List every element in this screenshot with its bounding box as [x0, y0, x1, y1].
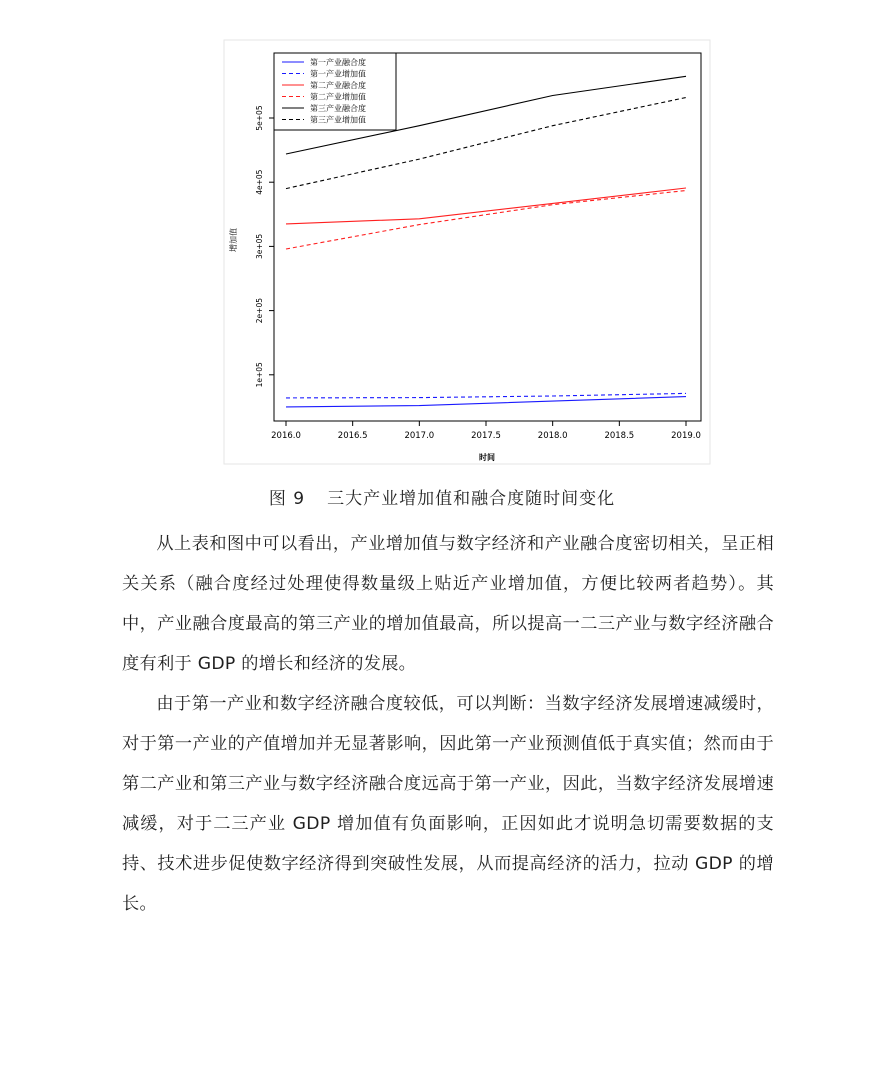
legend-label: 第一产业融合度	[310, 58, 366, 67]
paragraph-1: 从上表和图中可以看出，产业增加值与数字经济和产业融合度密切相关，呈正相关关系（融合度经过处理使得数量级上贴近产业增加值，方便比较两者趋势）。其中，产业融合度最高的第三产业的增加值最高，所以提高一二三产业与数字经济融合度有利于 GDP 的增长和经济的发展。	[122, 534, 774, 674]
line-chart	[224, 40, 710, 464]
legend-label: 第二产业融合度	[310, 81, 366, 90]
x-tick-label: 2018.5	[604, 431, 635, 441]
legend-label: 第二产业增加值	[310, 92, 366, 102]
y-tick-label: 5e+05	[255, 105, 264, 131]
paragraph-2: 由于第一产业和数字经济融合度较低，可以判断：当数字经济发展增速减缓时，对于第一产业的产值增加并无显著影响，因此第一产业预测值低于真实值；然而由于第二产业和第三产业与数字经济融合度远高于第一产业，因此，当数字经济发展增速减缓，对于二三产业 GDP 增加值有负面影响，正因如此才说明急切需要数据的支持、技术进步促使数字经济得到突破性发展，从而提高经济的活力，拉动 GDP 的增长。	[122, 694, 774, 914]
x-tick-label: 2018.0	[537, 431, 568, 441]
legend-label: 第三产业增加值	[310, 115, 366, 125]
figure	[224, 40, 710, 464]
x-tick-label: 2019.0	[671, 431, 701, 441]
y-tick-label: 1e+05	[255, 362, 264, 388]
y-tick-label: 4e+05	[255, 169, 264, 195]
x-tick-label: 2016.0	[271, 431, 301, 441]
figure-number: 图 9	[268, 489, 306, 509]
body-text	[122, 524, 774, 924]
figure-caption	[0, 484, 876, 509]
figure-title: 三大产业增加值和融合度随时间变化	[327, 489, 616, 509]
legend-label: 第三产业融合度	[310, 104, 366, 113]
y-tick-label: 2e+05	[255, 297, 264, 324]
x-tick-label: 2017.0	[404, 431, 435, 441]
y-tick-label: 3e+05	[255, 233, 264, 260]
x-axis-label: 时间	[479, 453, 495, 462]
legend-label: 第一产业增加值	[310, 69, 366, 79]
x-tick-label: 2017.5	[471, 431, 501, 441]
x-tick-label: 2016.5	[337, 431, 368, 441]
y-axis-label: 增加值	[229, 228, 238, 252]
